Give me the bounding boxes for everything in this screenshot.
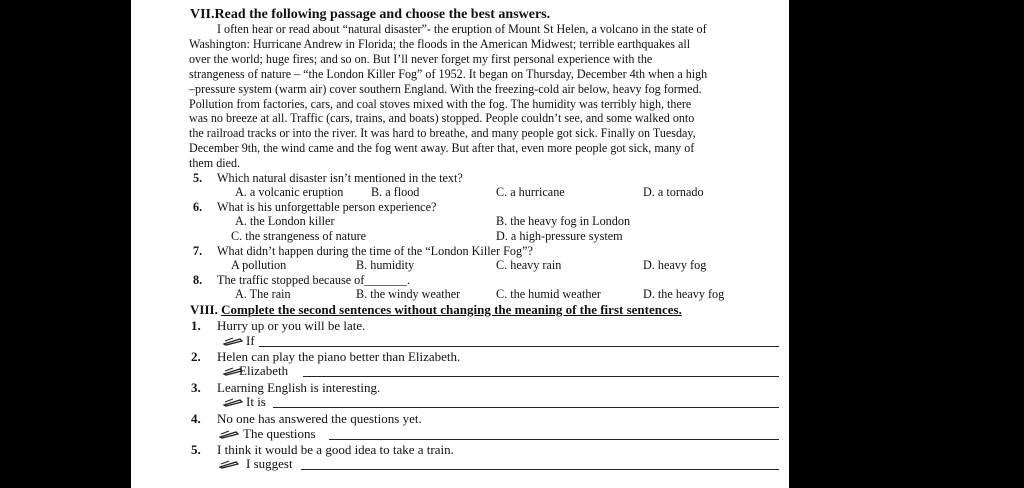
- rewrite-start: If: [246, 333, 255, 348]
- answer-line[interactable]: [259, 346, 779, 347]
- rewrite-start: I suggest: [246, 456, 293, 471]
- question-text: Which natural disaster isn’t mentioned in the text?: [217, 171, 463, 185]
- passage-line: strangeness of nature – “the London Killer Fog” of 1952. It began on Thursday, December 4th when a high: [189, 66, 708, 81]
- rewrite-start: Elizabeth: [239, 363, 289, 378]
- question-text: What is his unforgettable person experience?: [217, 200, 437, 214]
- option-a: A. The rain: [235, 287, 291, 301]
- worksheet-page: [131, 0, 789, 488]
- passage-line: Washington: Hurricane Andrew in Florida; the floods in the American Midwest; terrible earthquakes all: [189, 36, 691, 51]
- pen-writing-icon: [219, 429, 239, 439]
- option-a: A. a volcanic eruption: [235, 185, 344, 199]
- item-number: 3.: [191, 380, 201, 395]
- passage-line: them died.: [189, 156, 241, 171]
- option-a: A pollution: [231, 258, 287, 272]
- item-sentence: Learning English is interesting.: [217, 380, 381, 395]
- reading-passage: [189, 22, 741, 171]
- pen-writing-icon: [223, 336, 243, 346]
- item-sentence: Helen can play the piano better than Elizabeth.: [217, 349, 461, 364]
- passage-line: I often hear or read about “natural disaster”- the eruption of Mount St Helen, a volcano in the state of: [217, 22, 707, 36]
- answer-line[interactable]: [329, 439, 779, 440]
- option-b: B. the heavy fog in London: [496, 214, 631, 228]
- item-number: 1.: [191, 318, 201, 333]
- passage-line: December 9th, the wind came and the fog went away. But after that, even more people got sick, many of: [189, 141, 695, 156]
- question-number: 6.: [193, 200, 203, 214]
- answer-line[interactable]: [303, 376, 779, 377]
- option-d: D. a high-pressure system: [496, 229, 623, 243]
- answer-line[interactable]: [301, 469, 779, 470]
- answer-line[interactable]: [273, 407, 779, 408]
- pen-writing-icon: [223, 397, 243, 407]
- option-c: C. a hurricane: [496, 185, 565, 199]
- option-a: A. the London killer: [235, 214, 335, 228]
- question-number: 8.: [193, 273, 203, 287]
- rewrite-start: The questions: [243, 426, 316, 441]
- option-b: B. the windy weather: [356, 287, 461, 301]
- question-number: 7.: [193, 244, 203, 258]
- passage-line: Pollution from factories, cars, and coal stoves mixed with the fog. The humidity was terribly high, there: [189, 96, 692, 111]
- passage-line: –pressure system (warm air) cover southern England. With the freezing-cold air below, heavy fog formed.: [189, 81, 702, 96]
- item-sentence: No one has answered the questions yet.: [217, 411, 422, 426]
- option-d: D. a tornado: [643, 185, 704, 199]
- section-8-prefix: VIII.: [190, 302, 218, 317]
- item-number: 5.: [191, 442, 201, 457]
- section-8-heading: [190, 302, 682, 318]
- pen-writing-icon: [219, 459, 239, 469]
- item-number: 4.: [191, 411, 201, 426]
- question-text: The traffic stopped because of_______.: [217, 273, 411, 287]
- option-d: D. heavy fog: [643, 258, 707, 272]
- item-sentence: Hurry up or you will be late.: [217, 318, 366, 333]
- question-text: What didn’t happen during the time of the “London Killer Fog”?: [217, 244, 533, 258]
- question-number: 5.: [193, 171, 203, 185]
- option-c: C. the humid weather: [496, 287, 601, 301]
- option-d: D. the heavy fog: [643, 287, 725, 301]
- section-7-title: VII.Read the following passage and choose the best answers.: [190, 7, 551, 22]
- section-8-title: Complete the second sentences without changing the meaning of the first sentences.: [221, 302, 682, 317]
- passage-line: was no breeze at all. Traffic (cars, trains, and boats) stopped. People couldn’t see, and some walked onto: [189, 111, 695, 126]
- rewrite-start: It is: [246, 394, 266, 409]
- option-b: B. humidity: [356, 258, 415, 272]
- option-c: C. heavy rain: [496, 258, 562, 272]
- passage-line: over the world; huge fires; and so on. But I’ll never forget my first personal experience with the: [189, 51, 653, 66]
- item-sentence: I think it would be a good idea to take a train.: [217, 442, 454, 457]
- option-b: B. a flood: [371, 185, 420, 199]
- option-c: C. the strangeness of nature: [231, 229, 367, 243]
- passage-line: the railroad tracks or into the river. It was hard to breathe, and many people got sick. Finally on Tuesday,: [189, 126, 696, 141]
- item-number: 2.: [191, 349, 201, 364]
